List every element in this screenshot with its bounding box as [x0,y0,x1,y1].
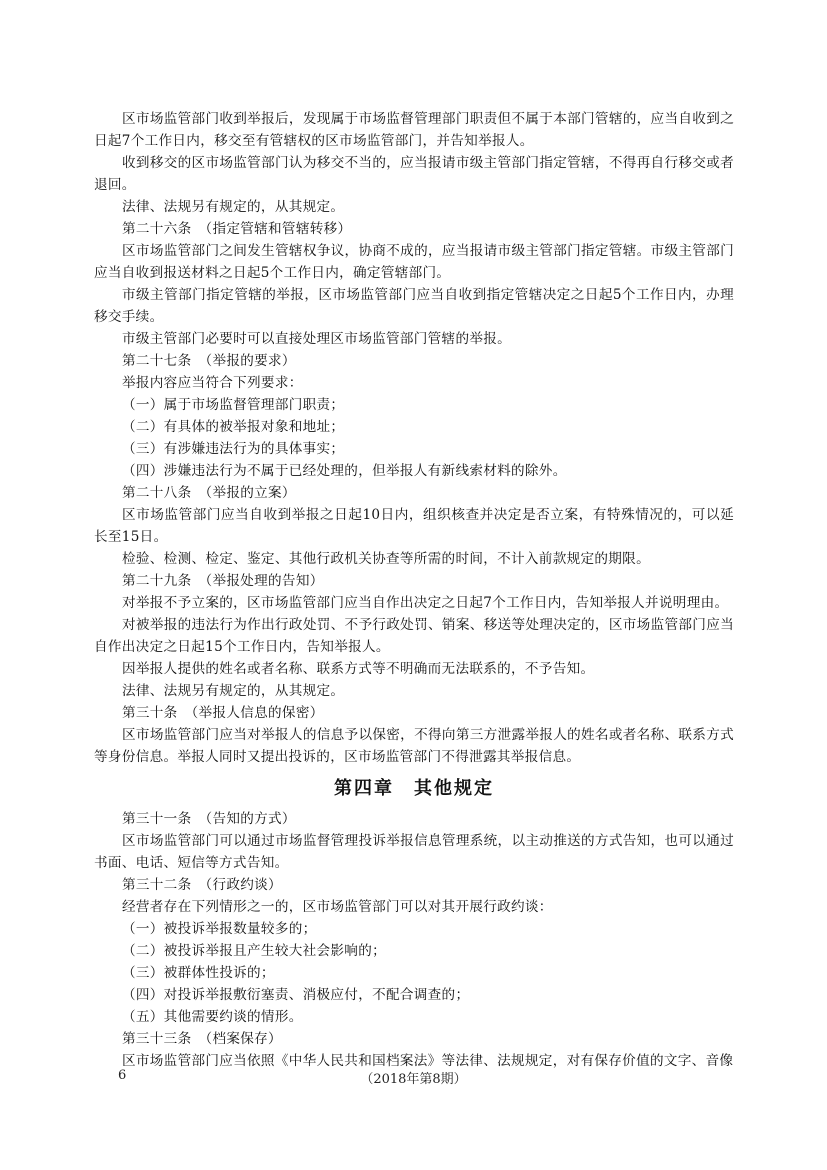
paragraph: （三）被群体性投诉的； [122,965,275,981]
paragraph: （五）其他需要约谈的情形。 [122,1009,303,1025]
paragraph: 区市场监管部门应当依照《中华人民共和国档案法》等法律、法规规定，对有保存价值的文字、音像 [122,1053,734,1069]
article-body-bottom [94,808,734,1072]
paragraph: 区市场监管部门应当对举报人的信息予以保密，不得向第三方泄露举报人的姓名或者名称、联系方式等身份信息。举报人同时又提出投诉的，区市场监管部门不得泄露其举报信息。 [94,727,734,765]
paragraph: 对被举报的违法行为作出行政处罚、不予行政处罚、销案、移送等处理决定的，区市场监管部门应当自作出决定之日起15个工作日内，告知举报人。 [94,617,734,655]
paragraph: 举报内容应当符合下列要求： [122,375,303,391]
paragraph: 第二十七条 （举报的要求） [122,353,296,369]
article-body-top [94,108,734,768]
paragraph: 区市场监管部门应当自收到举报之日起10日内，组织核查并决定是否立案，有特殊情况的，可以延长至15日。 [94,507,734,545]
paragraph: 第二十六条 （指定管辖和管辖转移） [122,221,352,237]
page-number: 6 [118,1068,127,1083]
paragraph: 法律、法规另有规定的，从其规定。 [122,199,345,215]
paragraph: （一）属于市场监督管理部门职责； [122,397,345,413]
paragraph: 市级主管部门指定管辖的举报，区市场监管部门应当自收到指定管辖决定之日起5个工作日内，办理移交手续。 [94,287,734,325]
page-content [94,108,734,1072]
paragraph: 检验、检测、检定、鉴定、其他行政机关协查等所需的时间，不计入前款规定的期限。 [122,551,650,567]
paragraph: 对举报不予立案的，区市场监管部门应当自作出决定之日起7个工作日内，告知举报人并说明理由。 [122,595,729,611]
chapter-title: 第四章 其他规定 [334,778,494,799]
issue-label: （2018年第8期） [360,1072,467,1087]
paragraph: 区市场监管部门收到举报后，发现属于市场监督管理部门职责但不属于本部门管辖的，应当自收到之日起7个工作日内，移交至有管辖权的区市场监管部门，并告知举报人。 [94,111,734,149]
paragraph: 法律、法规另有规定的，从其规定。 [122,683,345,699]
paragraph: （四）涉嫌违法行为不属于已经处理的，但举报人有新线索材料的除外。 [122,463,567,479]
paragraph: 第三十条 （举报人信息的保密） [122,705,324,721]
paragraph: 第三十一条 （告知的方式） [122,811,296,827]
paragraph: 第三十三条 （档案保存） [122,1031,282,1047]
paragraph: 区市场监管部门之间发生管辖权争议，协商不成的，应当报请市级主管部门指定管辖。市级主管部门应当自收到报送材料之日起5个工作日内，确定管辖部门。 [94,243,734,281]
paragraph: 第三十二条 （行政约谈） [122,877,282,893]
paragraph: 市级主管部门必要时可以直接处理区市场监管部门管辖的举报。 [122,331,512,347]
paragraph: （二）有具体的被举报对象和地址； [122,419,345,435]
paragraph: 区市场监管部门可以通过市场监督管理投诉举报信息管理系统，以主动推送的方式告知，也可以通过书面、电话、短信等方式告知。 [94,833,734,871]
paragraph: （二）被投诉举报且产生较大社会影响的； [122,943,386,959]
paragraph: （一）被投诉举报数量较多的； [122,921,317,937]
paragraph: （四）对投诉举报敷衍塞责、消极应付，不配合调查的； [122,987,470,1003]
paragraph: 第二十八条 （举报的立案） [122,485,296,501]
paragraph: 经营者存在下列情形之一的，区市场监管部门可以对其开展行政约谈： [122,899,553,915]
paragraph: 收到移交的区市场监管部门认为移交不当的，应当报请市级主管部门指定管辖，不得再自行移交或者退回。 [94,155,734,193]
paragraph: （三）有涉嫌违法行为的具体事实； [122,441,345,457]
paragraph: 第二十九条 （举报处理的告知） [122,573,324,589]
paragraph: 因举报人提供的姓名或者名称、联系方式等不明确而无法联系的，不予告知。 [122,661,595,677]
